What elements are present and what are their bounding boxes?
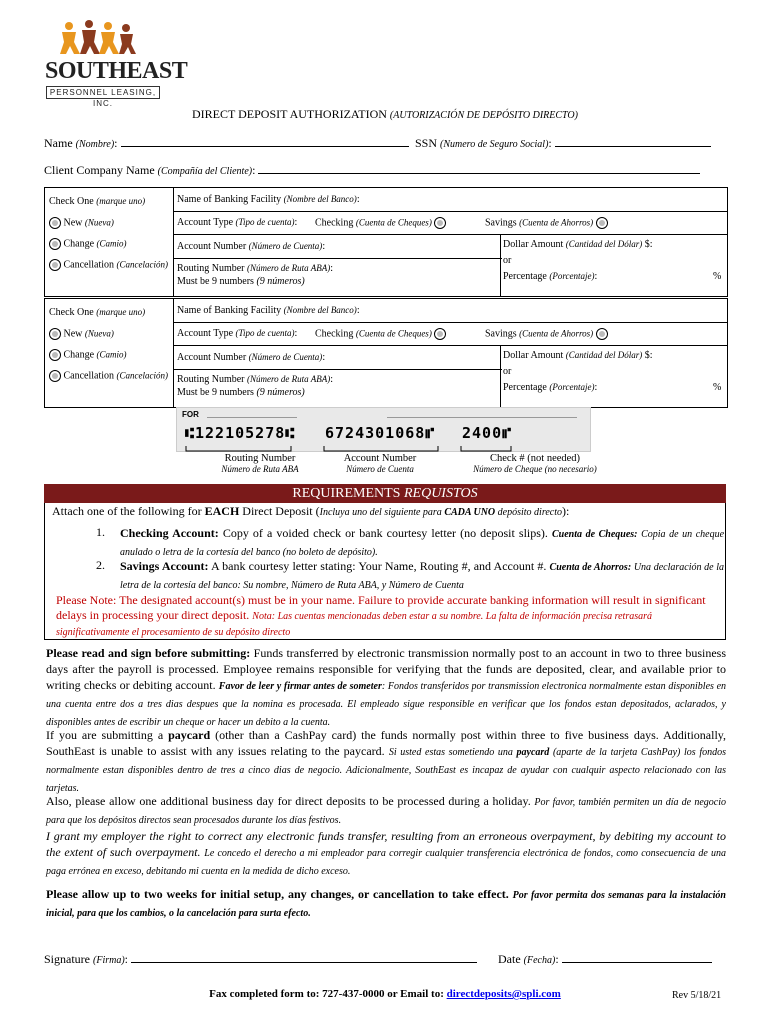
email-link[interactable]: directdeposits@spli.com	[446, 988, 561, 1000]
option-cancellation[interactable]: Cancellation (Cancelación)	[49, 259, 168, 271]
check-one-label: Check One (marque uno)	[49, 196, 146, 207]
client-label-es: (Compañía del Cliente)	[157, 166, 253, 177]
routing-hint: Must be 9 numbers (9 números)	[177, 276, 305, 287]
name-input[interactable]	[121, 135, 409, 147]
micr-routing: ⑆122105278⑆	[185, 424, 296, 442]
para-paycard: If you are submitting a paycard (other than a CashPay card) the funds normally post within three to five business days. Additionally, SouthEast is unable to assist with any issues relating to the paycard. Si usted estas sometiendo una paycard (aparte de la tarjeta CashPay) los fondos normalmente estan disponibles dentro de tres a cinco dias de negocio. Adicionalmente, SouthEast es incapaz de ayudar con cualquir aspecto relacionado con las tarjetas.	[46, 728, 726, 794]
check-one-label: Check One (marque uno)	[49, 307, 146, 318]
date-input[interactable]	[562, 951, 712, 963]
client-input[interactable]	[258, 162, 700, 174]
percent-sign: %	[713, 271, 722, 282]
signature-input[interactable]	[131, 951, 477, 963]
bank-name-field[interactable]: Name of Banking Facility (Nombre del Banco):	[177, 194, 360, 205]
check-routing-label: Routing Number Número de Ruta ABA	[221, 453, 299, 474]
signature-label: Signature	[44, 952, 90, 966]
para-holiday: Also, please allow one additional business day for direct deposits to be processed during a holiday. Por favor, también permiten un día de negocio para que los depósitos directos sean procesados durante los días festivos.	[46, 794, 726, 826]
footer-fax: Fax completed form to: 727-437-0000 or Email to: directdeposits@spli.com	[209, 988, 561, 1000]
name-label-es: (Nombre)	[75, 139, 115, 150]
cancel-radio[interactable]	[49, 370, 61, 382]
check-for-label: FOR	[182, 410, 199, 419]
date-label-es: (Fecha)	[523, 955, 556, 966]
name-field: Name (Nombre):	[44, 135, 409, 151]
requirements-header: REQUIREMENTS REQUISTOS	[44, 484, 726, 503]
account-table-2	[44, 298, 728, 408]
date-label: Date	[498, 952, 521, 966]
account-type-label: Account Type (Tipo de cuenta):	[177, 217, 298, 228]
micr-check-number: 2400⑈	[462, 424, 513, 442]
logo-subtitle: PERSONNEL LEASING, INC.	[46, 86, 160, 99]
date-field: Date (Fecha):	[498, 951, 712, 967]
req-2-number: 2.	[96, 558, 105, 572]
percent-sign: %	[713, 382, 722, 393]
req-1-text: Checking Account: Copy of a voided check or bank courtesy letter (no deposit slips). Cuenta de Cheques: Copia de un cheque anulado o letra de la cortesía del banco (no boleto de depósito).	[120, 526, 725, 558]
para-two-weeks: Please allow up to two weeks for initial setup, any changes, or cancellation to take effect. Por favor permita dos semanas para la instalación inicial, para que los cambios, o la cancelación para surta efecto.	[46, 887, 726, 919]
client-company-field: Client Company Name (Compañía del Cliente):	[44, 162, 700, 178]
account-number-field[interactable]: Account Number (Número de Cuenta):	[177, 241, 326, 252]
title-main: DIRECT DEPOSIT AUTHORIZATION	[192, 107, 387, 121]
option-new[interactable]: New (Nueva)	[49, 328, 114, 340]
or-label: or	[503, 255, 512, 266]
checking-option[interactable]: Checking (Cuenta de Cheques)	[315, 328, 446, 340]
para-grant: I grant my employer the right to correct any electronic funds transfer, resulting from an erroneous overpayment, by debiting my account to the extent of such overpayment. Le concedo el derecho a mi empleador para corregir cualquier transferencia electrónica de fondos, como consecuencia de una paga errónea en exceso, debitando mi cuenta en la medida de dicho exceso.	[46, 829, 726, 877]
percentage-field[interactable]: Percentage (Porcentaje):	[503, 271, 598, 282]
signature-field: Signature (Firma):	[44, 951, 477, 967]
new-radio[interactable]	[49, 217, 61, 229]
para-read-sign: Please read and sign before submitting: Funds transferred by electronic transmission normally post to an account in two to three business days after the payroll is processed. Employee remains responsible for verifying that the funds are deposited, clear, and available prior to writing checks or debiting account. Favor de leer y firmar antes de someter: Fondos transferidos por transmission electronica normalmente estan disponibles en una cuenta entre dos a tres dias despues que la nomina es procesada. El empleado sigue responsible en verificar que los fondos estan depositados, aclarados, y disponibles antes de escribir un cheque or hacer un debito a la cuenta.	[46, 646, 727, 728]
client-label: Client Company Name	[44, 163, 155, 177]
dollar-amount-field[interactable]: Dollar Amount (Cantidad del Dólar) $:	[503, 350, 653, 361]
requirements-intro: Attach one of the following for EACH Direct Deposit (Incluya uno del siguiente para CADA UNO depósito directo):	[52, 504, 570, 518]
req-1-number: 1.	[96, 525, 105, 539]
or-label: or	[503, 366, 512, 377]
option-new[interactable]: New (Nueva)	[49, 217, 114, 229]
checking-radio[interactable]	[434, 328, 446, 340]
savings-option[interactable]: Savings (Cuenta de Ahorros)	[485, 328, 608, 340]
savings-radio[interactable]	[596, 217, 608, 229]
ssn-input[interactable]	[555, 135, 711, 147]
routing-number-field[interactable]: Routing Number (Número de Ruta ABA):	[177, 263, 334, 274]
routing-number-field[interactable]: Routing Number (Número de Ruta ABA):	[177, 374, 334, 385]
percentage-field[interactable]: Percentage (Porcentaje):	[503, 382, 598, 393]
ssn-label-es: (Numero de Seguro Social)	[440, 139, 549, 150]
checking-option[interactable]: Checking (Cuenta de Cheques)	[315, 217, 446, 229]
people-figures-icon	[60, 20, 136, 54]
ssn-field: SSN (Numero de Seguro Social):	[415, 135, 711, 151]
option-change[interactable]: Change (Camio)	[49, 238, 127, 250]
page-title	[0, 107, 770, 122]
change-radio[interactable]	[49, 349, 61, 361]
micr-account: 6724301068⑈	[325, 424, 436, 442]
savings-radio[interactable]	[596, 328, 608, 340]
cancel-radio[interactable]	[49, 259, 61, 271]
account-number-field[interactable]: Account Number (Número de Cuenta):	[177, 352, 326, 363]
dollar-amount-field[interactable]: Dollar Amount (Cantidad del Dólar) $:	[503, 239, 653, 250]
ssn-label: SSN	[415, 136, 438, 150]
revision: Rev 5/18/21	[672, 990, 722, 1001]
please-note: Please Note: The designated account(s) must be in your name. Failure to provide accurate banking information will result in significant delays in processing your direct deposit. Nota: Las cuentas mencionadas deben estar a su nombre. La falta de información precisa retrasará significativamente el procesamiento de su depósito directo	[56, 593, 706, 638]
check-account-label: Account Number Número de Cuenta	[343, 453, 417, 474]
title-spanish: (AUTORIZACIÓN DE DEPÓSITO DIRECTO)	[389, 110, 578, 121]
logo-name: SOUTHEAST	[45, 58, 188, 84]
checking-radio[interactable]	[434, 217, 446, 229]
change-radio[interactable]	[49, 238, 61, 250]
routing-hint: Must be 9 numbers (9 números)	[177, 387, 305, 398]
savings-option[interactable]: Savings (Cuenta de Ahorros)	[485, 217, 608, 229]
check-number-label: Check # (not needed) Número de Cheque (no necesario)	[473, 453, 597, 474]
option-cancellation[interactable]: Cancellation (Cancelación)	[49, 370, 168, 382]
name-label: Name	[44, 136, 73, 150]
new-radio[interactable]	[49, 328, 61, 340]
option-change[interactable]: Change (Camio)	[49, 349, 127, 361]
req-2-text: Savings Account: A bank courtesy letter stating: Your Name, Routing #, and Account #. Cuenta de Ahorros: Una declaración de la letra de la cortesía del banco: Su nombre, Número de Ruta ABA, y Número de Cuenta	[120, 559, 725, 591]
bank-name-field[interactable]: Name of Banking Facility (Nombre del Banco):	[177, 305, 360, 316]
account-table-1	[44, 187, 728, 297]
account-type-label: Account Type (Tipo de cuenta):	[177, 328, 298, 339]
signature-label-es: (Firma)	[93, 955, 125, 966]
